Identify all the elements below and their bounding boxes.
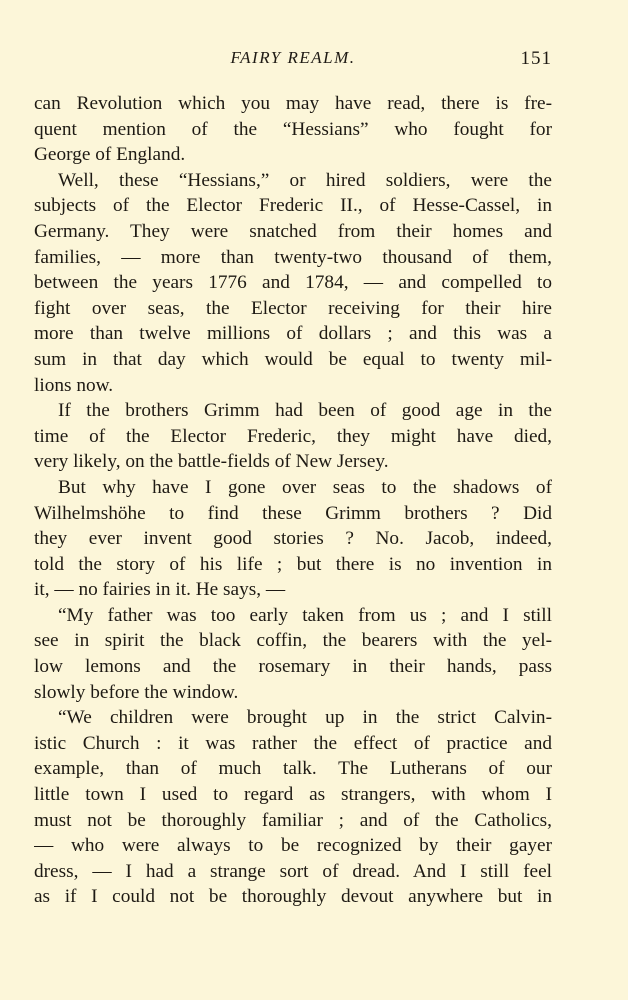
text-line: example, than of much talk. The Lutherans of our <box>34 758 552 780</box>
text-line: slowly before the window. <box>34 681 239 703</box>
text-line: low lemons and the rosemary in their hands, pass <box>34 656 552 678</box>
text-line: Germany. They were snatched from their homes and <box>34 220 552 242</box>
text-line: istic Church : it was rather the effect of practice and <box>34 732 552 754</box>
running-head: FAIRY REALM. <box>230 48 356 67</box>
text-line: between the years 1776 and 1784, — and compelled to <box>34 272 552 294</box>
text-line: But why have I gone over seas to the shadows of <box>58 476 552 498</box>
text-line: as if I could not be thoroughly devout anywhere but in <box>34 886 552 908</box>
text-line: they ever invent good stories ? No. Jacob, indeed, <box>34 528 552 550</box>
text-line: If the brothers Grimm had been of good age in the <box>58 400 552 422</box>
text-line: told the story of his life ; but there is no invention in <box>34 553 552 575</box>
text-line: must not be thoroughly familiar ; and of the Catholics, <box>34 809 552 831</box>
text-line: lions now. <box>34 374 114 396</box>
text-line: Well, these “Hessians,” or hired soldiers, were the <box>58 169 552 191</box>
text-line: time of the Elector Frederic, they might have died, <box>34 425 552 447</box>
text-line: little town I used to regard as strangers, with whom I <box>34 784 552 806</box>
text-line: can Revolution which you may have read, there is fre- <box>34 93 552 114</box>
text-line: George of England. <box>34 144 186 166</box>
body-text <box>34 91 552 910</box>
text-line: dress, — I had a strange sort of dread. And I still feel <box>34 860 552 882</box>
text-line: fight over seas, the Elector receiving for their hire <box>34 297 552 319</box>
text-line: families, — more than twenty-two thousand of them, <box>34 246 552 268</box>
text-line: sum in that day which would be equal to twenty mil- <box>34 348 552 370</box>
page-header <box>34 48 552 78</box>
text-line: more than twelve millions of dollars ; and this was a <box>34 323 552 345</box>
text-line: see in spirit the black coffin, the bearers with the yel- <box>34 630 552 652</box>
text-line: “My father was too early taken from us ; and I still <box>58 604 552 626</box>
text-line: it, — no fairies in it. He says, — <box>34 579 286 601</box>
text-line: quent mention of the “Hessians” who fought for <box>34 118 552 140</box>
text-line: — who were always to be recognized by their gayer <box>34 835 552 857</box>
text-line: Wilhelmshöhe to find these Grimm brothers ? Did <box>34 502 552 524</box>
text-line: very likely, on the battle-fields of New Jersey. <box>34 451 389 473</box>
page-number: 151 <box>520 48 552 69</box>
text-line: subjects of the Elector Frederic II., of Hesse-Cassel, in <box>34 195 552 217</box>
text-line: “We children were brought up in the strict Calvin- <box>58 707 552 729</box>
